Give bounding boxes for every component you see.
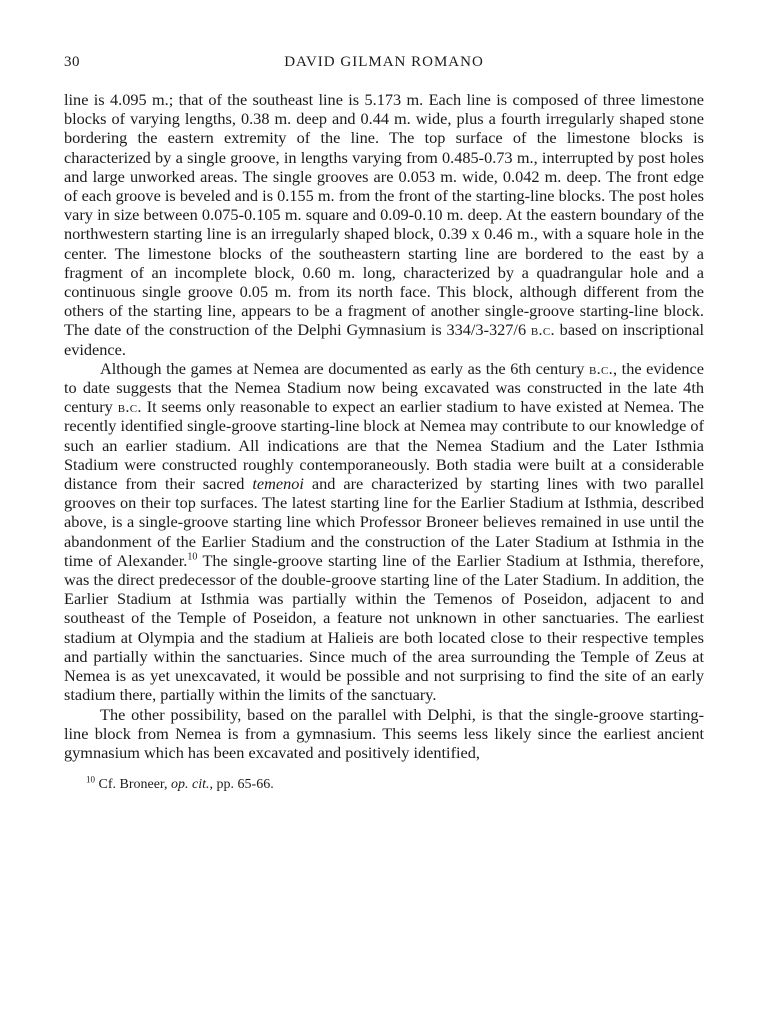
body-text (64, 90, 704, 762)
paragraph-3 (64, 705, 704, 763)
text-run: It seems only reasonable to expect an earlier stadium to have existed at Nemea. The recently identified single-groove starting-line block at Nemea may contribute to our knowledge of such an earlier stadium. All indications are that the Nemea Stadium and the Later Isthmia Stadium were constructed roughly contemporaneously. Both stadia were built at a considerable distance from their sacred (64, 397, 705, 494)
footnote (64, 776, 704, 794)
era-abbreviation: b.c. (530, 320, 555, 340)
text-run: based on inscriptional evidence. (64, 320, 705, 359)
footnote-reference: 10 (187, 551, 198, 563)
page-number: 30 (64, 54, 80, 70)
footnote-text-after: , pp. 65-66. (209, 777, 274, 793)
text-run: , the evidence to date suggests that the Nemea Stadium now being excavated was constructed in the late 4th century (64, 358, 705, 417)
italic-term: temenoi (252, 474, 304, 494)
footnote-text-before: Cf. Broneer, (95, 777, 172, 793)
text-run: The other possibility, based on the parallel with Delphi, is that the single-groove starting-line block from Nemea is from a gymnasium. This seems less likely since the earliest ancient gymnasium which has been excavated and positively identified, (64, 704, 704, 762)
footnote-number: 10 (86, 774, 95, 785)
era-abbreviation: b.c. (117, 397, 142, 417)
footnote-italic: op. cit. (171, 777, 210, 793)
text-run: and are characterized by starting lines with two parallel grooves on their top surfaces. The latest starting line for the Earlier Stadium at Isthmia, described above, is a single-groove starting line which Professor Broneer believes remained in use until the abandonment of the Earlier Stadium and the construction of the Later Stadium at Isthmia in the time of Alexander. (64, 474, 704, 570)
paragraph-2 (64, 359, 704, 705)
running-head (64, 54, 704, 78)
document-page (64, 54, 704, 794)
text-run: The single-groove starting line of the Earlier Stadium at Isthmia, therefore, was the direct predecessor of the double-groove starting line of the Later Stadium. In addition, the Earlier Stadium at Isthmia was partially within the Temenos of Poseidon, adjacent to and southeast of the Temple of Poseidon, a feature not unknown in other sanctuaries. The earliest stadium at Olympia and the stadium at Halieis are both located close to their respective temples and partially within the sanctuaries. Since much of the area surrounding the Temple of Zeus at Nemea is as yet unexcavated, it would be possible and not surprising to find the site of an early stadium there, partially within the limits of the sanctuary. (64, 550, 704, 705)
era-abbreviation: b.c. (589, 358, 614, 378)
paragraph-1 (64, 90, 704, 359)
text-run: line is 4.095 m.; that of the southeast line is 5.173 m. Each line is composed of three limestone blocks of varying lengths, 0.38 m. deep and 0.44 m. wide, plus a fourth irregularly shaped stone bordering the eastern extremity of the line. The top surface of the limestone blocks is characterized by a single groove, in lengths varying from 0.485-0.73 m., interrupted by post holes and large unworked areas. The single grooves are 0.053 m. wide, 0.042 m. deep. The front edge of each groove is beveled and is 0.155 m. from the front of the starting-line blocks. The post holes vary in size between 0.075-0.105 m. square and 0.09-0.10 m. deep. At the eastern boundary of the northwestern starting line is an irregularly shaped block, 0.39 x 0.46 m., with a square hole in the center. The limestone blocks of the southeastern starting line are bordered to the east by a fragment of an incomplete block, 0.60 m. long, characterized by a quadrangular hole and a continuous single groove 0.05 m. from its north face. This block, although different from the others of the starting line, appears to be a fragment of another single-groove starting-line block. The date of the construction of the Delphi Gymnasium is 334/3-327/6 (64, 90, 704, 340)
author-name: DAVID GILMAN ROMANO (284, 54, 484, 70)
text-run: Although the games at Nemea are documented as early as the 6th century (100, 358, 590, 378)
